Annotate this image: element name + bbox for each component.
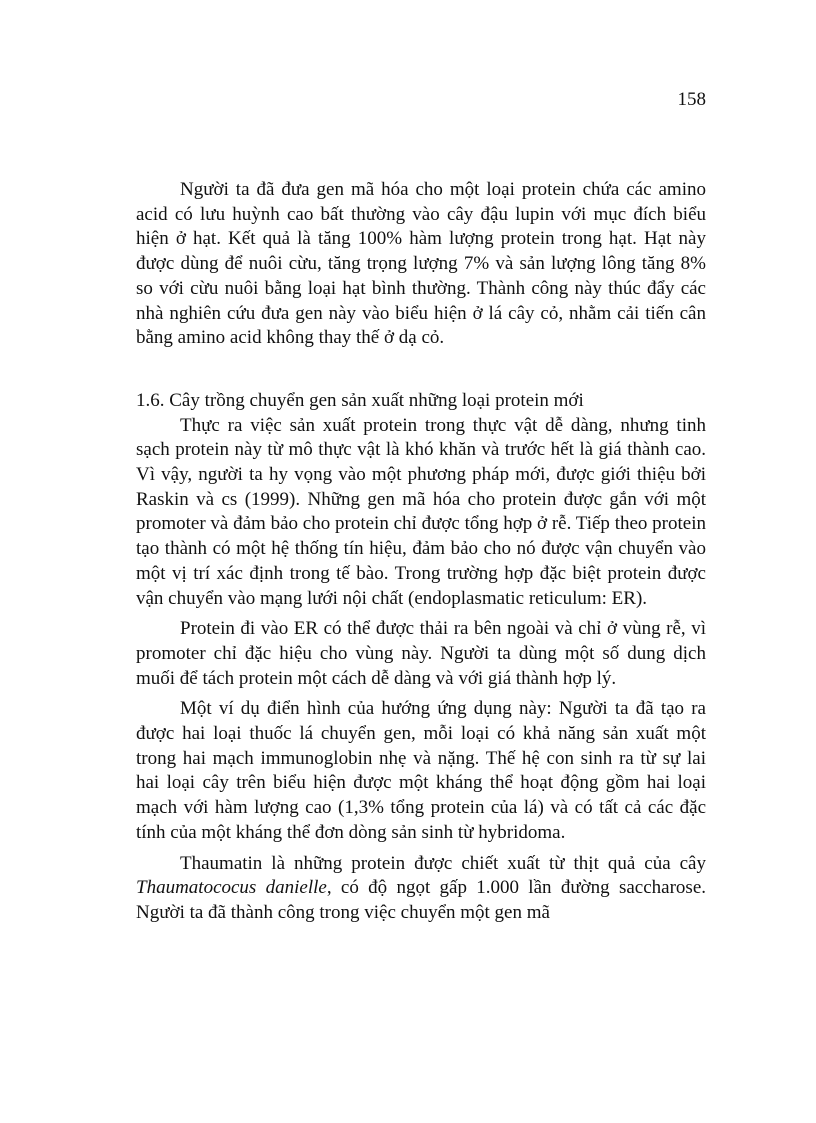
thaumatin-text-start: Thaumatin là những protein được chiết xuất từ thịt quả của cây bbox=[180, 852, 706, 874]
page-number: 158 bbox=[677, 89, 706, 110]
section-heading: 1.6. Cây trồng chuyển gen sản xuất những loại protein mới bbox=[136, 389, 584, 411]
paragraph-protein-production: Thực ra việc sản xuất protein trong thực vật dễ dàng, nhưng tinh sạch protein này từ mô thực vật là khó khăn và trước hết là giá thành cao. Vì vậy, người ta hy vọng vào một phương pháp mới, được giới thiệu bởi Raskin và cs (1999). Những gen mã hóa cho protein được gắn với một promoter và đảm bảo cho protein chỉ được tổng hợp ở rễ. Tiếp theo protein tạo thành có một hệ thống tín hiệu, đảm bảo cho nó được vận chuyển vào một vị trí xác định trong tế bào. Trong trường hợp đặc biệt protein được vận chuyển vào mạng lưới nội chất (endoplasmatic reticulum: ER). bbox=[136, 414, 706, 609]
paragraph-er-secretion: Protein đi vào ER có thể được thải ra bên ngoài và chỉ ở vùng rễ, vì promoter chỉ đặc hiệu cho vùng này. Người ta dùng một số dung dịch muối để tách protein một cách dễ dàng và với giá thành hợp lý. bbox=[136, 618, 706, 689]
paragraph-thaumatin bbox=[136, 852, 706, 926]
species-name: Thaumatococus danielle bbox=[136, 877, 327, 899]
paragraph-lupin: Người ta đã đưa gen mã hóa cho một loại protein chứa các amino acid có lưu huỳnh cao bất thường vào cây đậu lupin với mục đích biểu hiện ở hạt. Kết quả là tăng 100% hàm lượng protein trong hạt. Hạt này được dùng để nuôi cừu, tăng trọng lượng 7% và sản lượng lông tăng 8% so với cừu nuôi bằng loại hạt bình thường. Thành công này thúc đẩy các nhà nghiên cứu đưa gen này vào biểu hiện ở lá cây cỏ, nhằm cải tiến cân bằng amino acid không thay thế ở dạ cỏ. bbox=[136, 179, 706, 349]
paragraph-tobacco-example: Một ví dụ điển hình của hướng ứng dụng này: Người ta đã tạo ra được hai loại thuốc lá chuyển gen, mỗi loại có khả năng sản xuất một trong hai mạch immunoglobin nhẹ và nặng. Thế hệ con sinh ra từ sự lai hai loại cây trên biểu hiện được một kháng thể hoạt động gồm hai loại mạch với hàm lượng cao (1,3% tổng protein của lá) và có tất cả các đặc tính của một kháng thể đơn dòng sản sinh từ hybridoma. bbox=[136, 698, 706, 843]
thaumatin-text-end: , có độ ngọt gấp 1.000 lần đường saccharose. Người ta đã thành công trong việc chuyển một gen mã bbox=[136, 877, 707, 923]
page-body bbox=[136, 178, 706, 926]
